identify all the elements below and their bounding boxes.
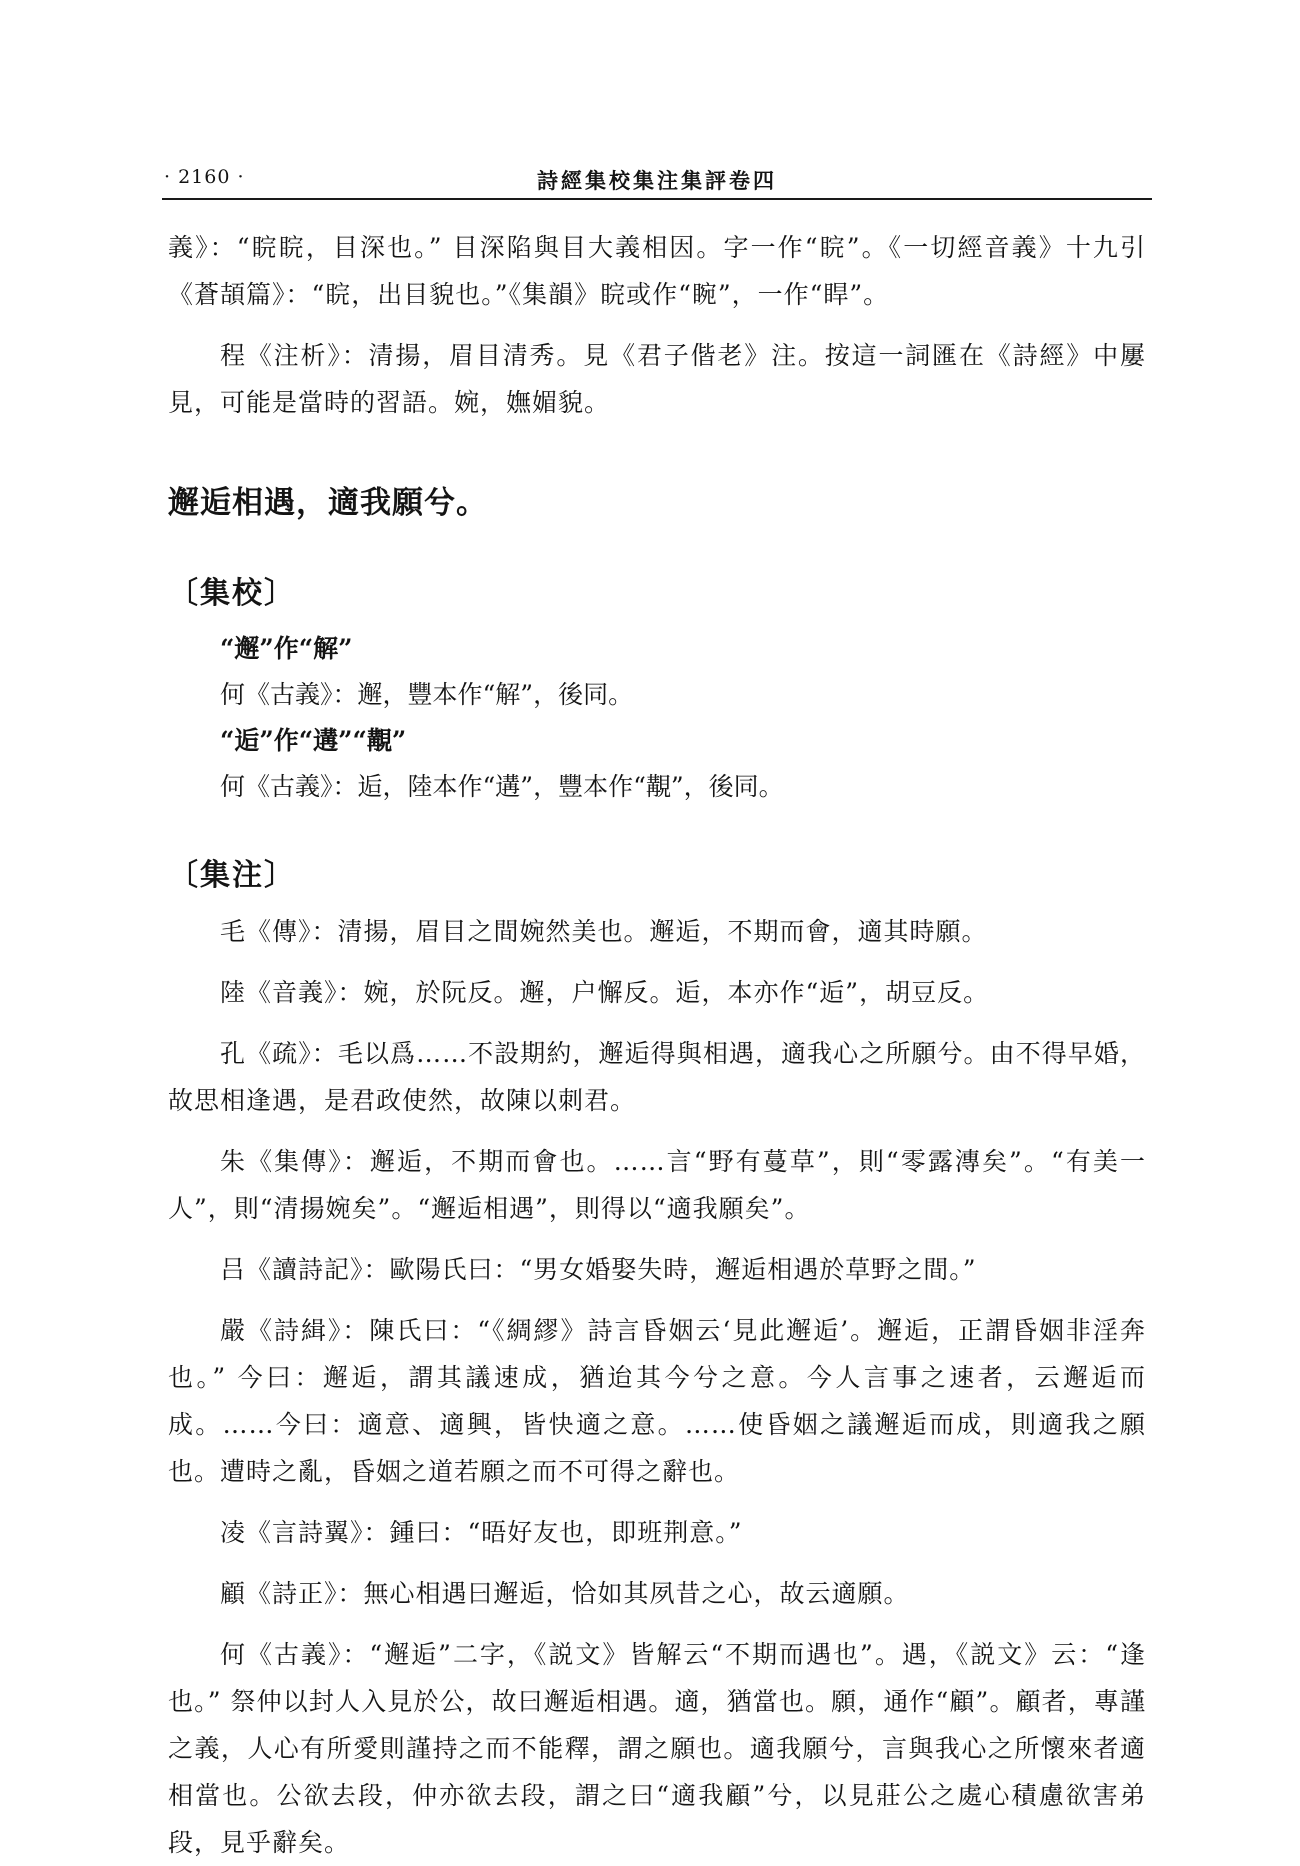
variant-note: 何《古義》：逅，陸本作“遘”，豐本作“覯”，後同。 xyxy=(220,772,784,801)
commentary-paragraph: 毛《傳》：清揚，眉目之間婉然美也。邂逅，不期而會，適其時願。 xyxy=(220,917,988,946)
commentary-paragraph: 朱《集傳》：邂逅，不期而會也。……言“野有蔓草”，則“零露漙矣”。“有美一人”，則“清揚婉矣”。“邂逅相遇”，則得以“適我願矣”。 xyxy=(168,1147,1146,1223)
page-number: · 2160 · xyxy=(164,166,245,188)
commentary-paragraph: 吕《讀詩記》：歐陽氏曰：“男女婚娶失時，邂逅相遇於草野之間。” xyxy=(220,1255,977,1284)
variant-heading: “逅”作“遘”“覯” xyxy=(220,726,407,755)
page-header xyxy=(162,162,1152,202)
commentary-paragraph: 凌《言詩翼》：鍾曰：“晤好友也，即班荆意。” xyxy=(220,1518,743,1547)
section-heading-jizhu: 〔集注〕 xyxy=(168,858,296,893)
commentary-paragraph: 嚴《詩緝》：陳氏曰：“《綢繆》詩言昏姻云‘見此邂逅’。邂逅，正謂昏姻非淫奔也。” 今曰：邂逅，謂其議速成，猶迨其今兮之意。今人言事之速者，云邂逅而成。……今曰：適意、適興，皆快適之意。……使昏姻之議邂逅而成，則適我之願也。遭時之亂，昏姻之道若願之而不可得之辭也。 xyxy=(168,1316,1146,1486)
running-title: 詩經集校集注集評卷四 xyxy=(537,168,777,193)
intro-paragraph: 程《注析》：清揚，眉目清秀。見《君子偕老》注。按這一詞匯在《詩經》中屢見，可能是當時的習語。婉，嫵媚貌。 xyxy=(168,341,1146,417)
variant-note: 何《古義》：邂，豐本作“解”，後同。 xyxy=(220,680,634,709)
variant-heading: “邂”作“解” xyxy=(220,634,353,663)
commentary-paragraph: 孔《疏》：毛以爲……不設期約，邂逅得與相遇，適我心之所願兮。由不得早婚，故思相逢遇，是君政使然，故陳以刺君。 xyxy=(168,1039,1146,1115)
commentary-paragraph: 顧《詩正》：無心相遇曰邂逅，恰如其夙昔之心，故云適願。 xyxy=(220,1579,910,1608)
section-heading-jijiao: 〔集校〕 xyxy=(168,576,296,611)
header-rule xyxy=(162,198,1152,200)
verse-line: 邂逅相遇，適我願兮。 xyxy=(168,485,488,521)
commentary-paragraph: 陸《音義》：婉，於阮反。邂，户懈反。逅，本亦作“逅”，胡豆反。 xyxy=(220,978,990,1007)
intro-paragraph: 義》：“睆睆，目深也。” 目深陷與目大義相因。字一作“睆”。《一切經音義》十九引《蒼頡篇》：“睆，出目貌也。”《集韻》睆或作“睕”，一作“睅”。 xyxy=(168,233,1146,309)
commentary-paragraph: 何《古義》：“邂逅”二字，《説文》皆解云“不期而遇也”。遇，《説文》云：“逢也。” 祭仲以封人入見於公，故曰邂逅相遇。適，猶當也。願，通作“顧”。顧者，專謹之義，人心有所愛則謹持之而不能釋，謂之願也。適我願兮，言與我心之所懷來者適相當也。公欲去段，仲亦欲去段，謂之曰“適我顧”兮，以見莊公之處心積慮欲害弟段，見乎辭矣。 xyxy=(168,1640,1146,1857)
main-text xyxy=(168,224,1146,1866)
